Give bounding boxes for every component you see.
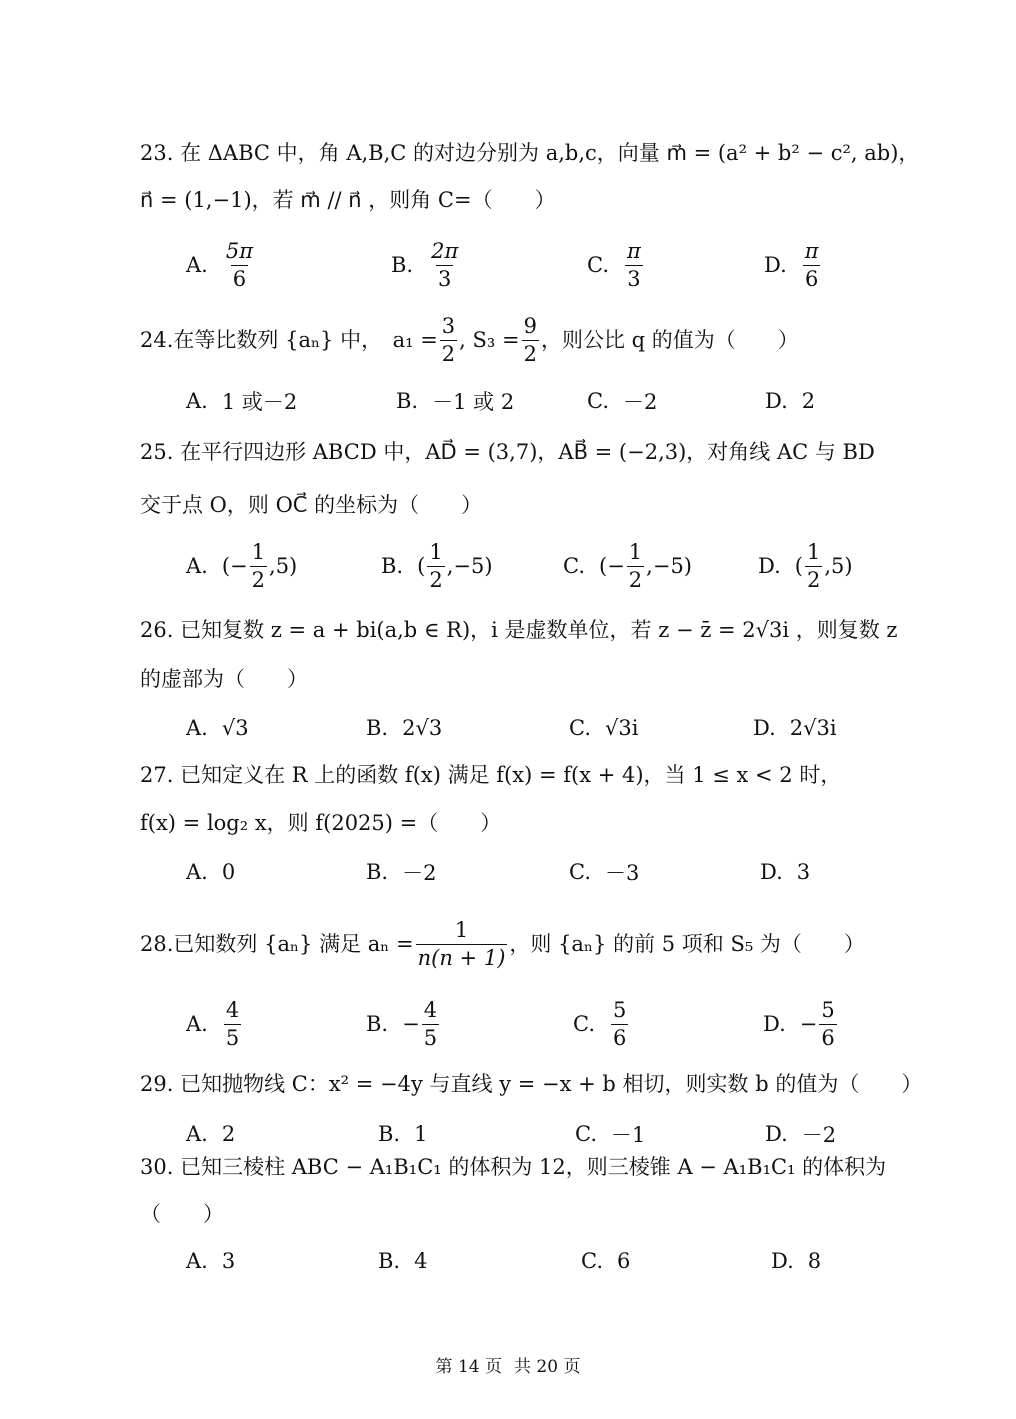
q28-stem: 28. 已知数列 {aₙ} 满足 aₙ = $\frac{1}{n(n + 1)}$ ，则 {aₙ} 的前 5 项和 S₅ 为（ ）: [140, 918, 865, 970]
q24-option-a[interactable]: A. 1 或－2: [186, 389, 298, 414]
q24-option-b[interactable]: B. －1 或 2: [396, 389, 515, 414]
fraction: $\frac{5}{6}$: [821, 998, 835, 1050]
q26-option-d[interactable]: D. 2√3i: [753, 716, 837, 740]
q25-option-d[interactable]: D. ( $\frac{1}{2}$ ,5): [758, 540, 853, 592]
q24-text-a: 在等比数列 {aₙ} 中， a₁ =: [173, 328, 438, 352]
q25-stem-line1: 25. 在平行四边形 ABCD 中，AD⃗ = (3,7)，AB⃗ = (−2,3)，对角线 AC 与 BD: [140, 440, 875, 464]
fraction: $\frac{1}{2}$: [628, 540, 643, 592]
q30-options: [0, 1246, 1016, 1276]
q27-option-d[interactable]: D. 3: [760, 860, 811, 884]
q30-option-d[interactable]: D. 8: [771, 1249, 822, 1273]
fraction: $\frac{4}{5}$: [225, 998, 240, 1050]
fraction: $\frac{2\pi}{3}$: [431, 239, 459, 291]
q25-option-b[interactable]: B. ( $\frac{1}{2}$ ,−5): [381, 540, 493, 592]
q28-option-a[interactable]: A. $\frac{4}{5}$: [186, 998, 240, 1050]
q27-option-c[interactable]: C. －3: [569, 860, 640, 885]
q26-stem-line1: 26. 已知复数 z = a + bi(a,b ∈ R)，i 是虚数单位，若 z − z̄ = 2√3i ，则复数 z: [140, 618, 898, 642]
q30-stem-line2: （ ）: [140, 1202, 224, 1226]
q26-options: [0, 713, 1016, 743]
q29-stem-line1: 29. 已知抛物线 C：x² = −4y 与直线 y = −x + b 相切，则实数 b 的值为（ ）: [140, 1072, 923, 1096]
q24-text-b: , S₃ =: [459, 328, 520, 352]
q30-stem-line1: 30. 已知三棱柱 ABC − A₁B₁C₁ 的体积为 12，则三棱锥 A − A₁B₁C₁ 的体积为: [140, 1155, 887, 1179]
q23-option-d[interactable]: D. $\frac{\pi}{6}$: [764, 239, 819, 291]
fraction: $\frac{1}{n(n + 1)}$: [417, 918, 506, 970]
q28-options: [0, 994, 1016, 1054]
fraction: $\frac{1}{2}$: [251, 540, 266, 592]
q29-option-a[interactable]: A. 2: [186, 1122, 236, 1146]
page-footer: [0, 1352, 1016, 1377]
q25-number: 25.: [140, 440, 174, 464]
q23-option-c[interactable]: C. $\frac{\pi}{3}$: [587, 239, 641, 291]
q26-option-b[interactable]: B. 2√3: [366, 716, 443, 740]
q30-option-a[interactable]: A. 3: [186, 1249, 236, 1273]
q24-stem: [140, 310, 799, 370]
q24-option-c[interactable]: C. －2: [587, 389, 658, 414]
q28-option-b[interactable]: B. − $\frac{4}{5}$: [366, 998, 438, 1050]
q30-option-c[interactable]: C. 6: [581, 1249, 631, 1273]
q23-option-a[interactable]: A. $\frac{5\pi}{6}$: [186, 239, 254, 291]
q24-number: 24.: [140, 328, 174, 352]
q29-option-c[interactable]: C. －1: [575, 1122, 646, 1147]
q27-number: 27.: [140, 763, 174, 787]
fraction: $\frac{\pi}{6}$: [804, 239, 819, 291]
q27-option-a[interactable]: A. 0: [186, 860, 236, 884]
q30-option-b[interactable]: B. 4: [378, 1249, 428, 1273]
q28-number: 28.: [140, 932, 174, 956]
fraction: $\frac{3}{2}$: [441, 314, 456, 366]
fraction: $\frac{9}{2}$: [523, 314, 537, 366]
fraction: $\frac{\pi}{3}$: [627, 239, 641, 291]
q26-option-a[interactable]: A. √3: [186, 716, 249, 740]
q26-option-c[interactable]: C. √3i: [569, 716, 639, 740]
q29-options: [0, 1119, 1016, 1149]
q25-option-a[interactable]: A. (− $\frac{1}{2}$ ,5): [186, 540, 298, 592]
q25-options: [0, 536, 1016, 596]
q30-number: 30.: [140, 1155, 174, 1179]
page-total: 共 20 页: [514, 1357, 581, 1377]
page-number: 第 14 页: [435, 1357, 502, 1377]
q26-number: 26.: [140, 618, 174, 642]
q23-text-1: 在 ΔABC 中，角 A,B,C 的对边分别为 a,b,c，向量 m⃗ = (a² + b² − c², ab)，: [180, 141, 920, 165]
fraction: $\frac{1}{2}$: [429, 540, 443, 592]
q29-option-b[interactable]: B. 1: [378, 1122, 428, 1146]
q23-option-b[interactable]: B. $\frac{2\pi}{3}$: [391, 239, 459, 291]
q27-option-b[interactable]: B. －2: [366, 860, 437, 885]
q23-options: [0, 235, 1016, 295]
fraction: $\frac{5\pi}{6}$: [225, 239, 254, 291]
q27-stem-line1: 27. 已知定义在 R 上的函数 f(x) 满足 f(x) = f(x + 4)，当 1 ≤ x < 2 时，: [140, 763, 842, 787]
fraction: $\frac{5}{6}$: [613, 998, 627, 1050]
q24-text-c: ，则公比 q 的值为（ ）: [540, 328, 799, 352]
q29-option-d[interactable]: D. －2: [765, 1122, 837, 1147]
q27-options: [0, 857, 1016, 887]
q23-number: 23.: [140, 141, 174, 165]
fraction: $\frac{4}{5}$: [423, 998, 438, 1050]
q24-options: [0, 386, 1016, 416]
q24-option-d[interactable]: D. 2: [765, 389, 816, 413]
q27-stem-line2: f(x) = log₂ x，则 f(2025) =（ ）: [140, 811, 502, 835]
q26-stem-line2: 的虚部为（ ）: [140, 667, 308, 691]
q29-number: 29.: [140, 1072, 174, 1096]
q23-stem-line2: n⃗ = (1,−1)，若 m⃗ // n⃗ ，则角 C=（ ）: [140, 188, 556, 212]
q23-stem-line1: [140, 138, 919, 168]
q25-stem-line2: 交于点 O，则 OC⃗ 的坐标为（ ）: [140, 493, 483, 517]
q25-option-c[interactable]: C. (− $\frac{1}{2}$ ,−5): [563, 540, 692, 592]
q28-option-d[interactable]: D. − $\frac{5}{6}$: [763, 998, 835, 1050]
fraction: $\frac{1}{2}$: [806, 540, 821, 592]
q28-option-c[interactable]: C. $\frac{5}{6}$: [573, 998, 627, 1050]
